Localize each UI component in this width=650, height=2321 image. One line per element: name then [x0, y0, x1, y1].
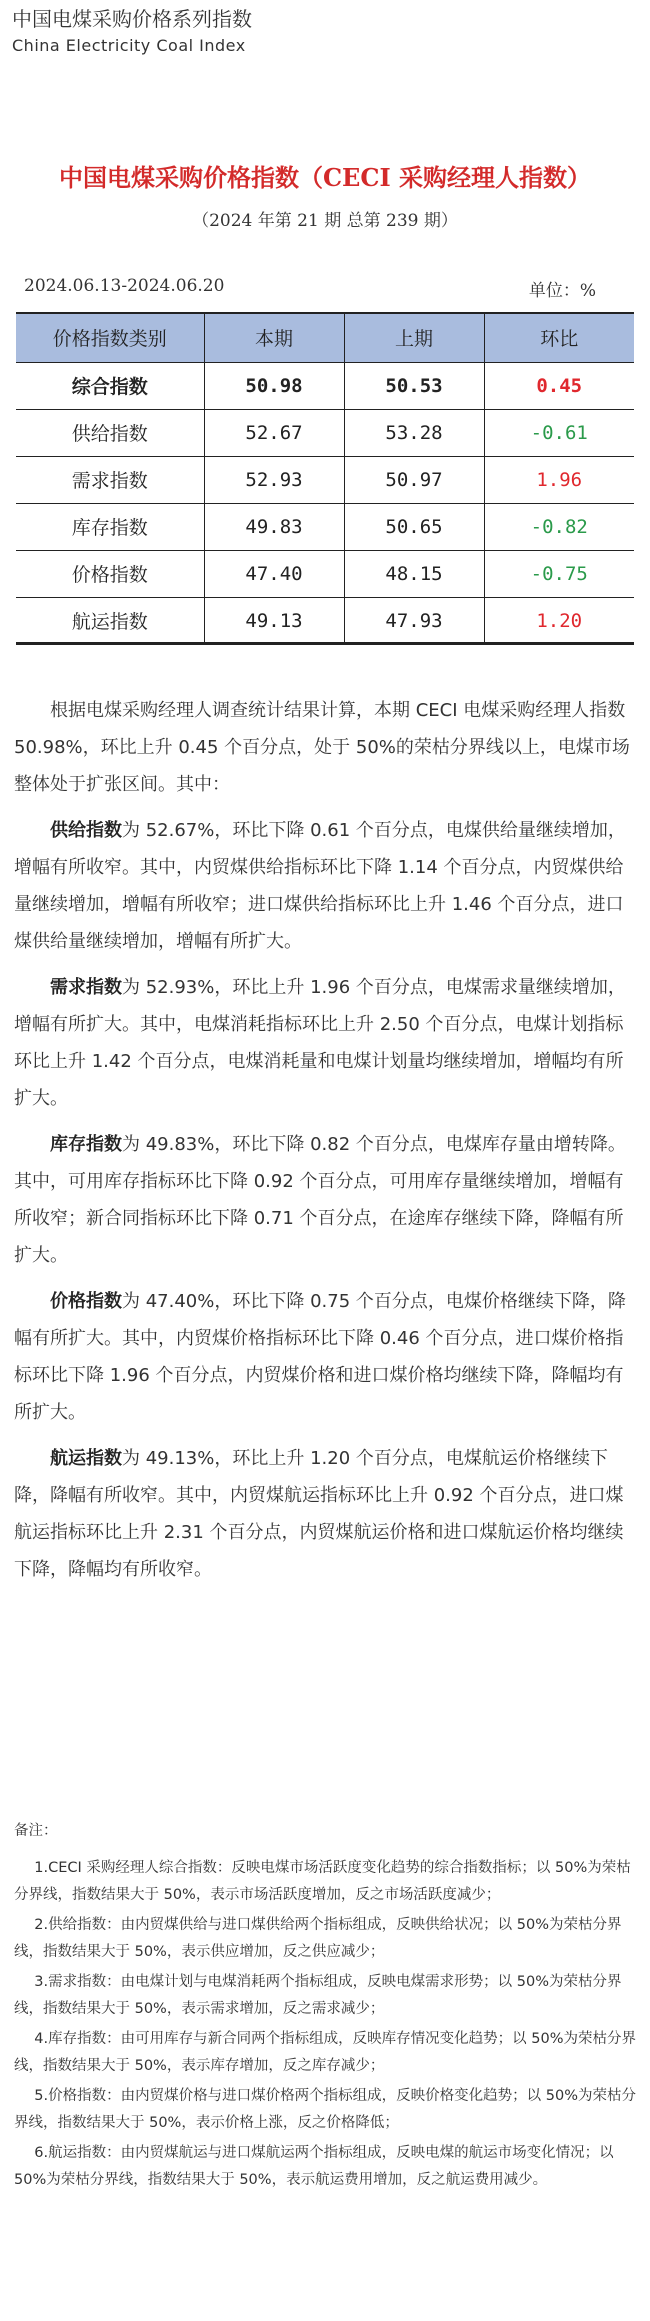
report-body — [14, 692, 636, 1597]
change-value-cell: 1.20 — [484, 597, 634, 644]
note-item: 2.供给指数：由内贸煤供给与进口煤供给两个指标组成，反映供给状况；以 50%为荣枯分界线，指数结果大于 50%，表示供应增加，反之供应减少； — [14, 1917, 622, 1960]
table-row — [16, 503, 634, 550]
category-cell: 航运指数 — [16, 597, 204, 644]
supply-paragraph — [14, 812, 636, 960]
table-row — [16, 597, 634, 644]
table-row — [16, 409, 634, 456]
date-range: 2024.06.13-2024.06.20 — [24, 276, 225, 296]
previous-value-cell: 47.93 — [344, 597, 484, 644]
change-value-cell: 1.96 — [484, 456, 634, 503]
change-value-cell: -0.75 — [484, 550, 634, 597]
category-cell: 综合指数 — [16, 362, 204, 409]
previous-value-cell: 50.65 — [344, 503, 484, 550]
stock-label: 库存指数 — [50, 1134, 122, 1155]
supply-text: 为 52.67%，环比下降 0.61 个百分点，电煤供给量继续增加，增幅有所收窄。其中，内贸煤供给指标环比下降 1.14 个百分点，内贸煤供给量继续增加，增幅有所收窄；进口煤供给指标环比上升 1.46 个百分点，进口煤供给量继续增加，增幅有所扩大。 — [14, 820, 626, 952]
header-change: 环比 — [484, 314, 634, 362]
demand-text: 为 52.93%，环比上升 1.96 个百分点，电煤需求量继续增加，增幅有所扩大。其中，电煤消耗指标环比上升 2.50 个百分点，电煤计划指标环比上升 1.42 个百分点，电煤消耗量和电煤计划量均继续增加，增幅均有所扩大。 — [14, 977, 626, 1109]
note-item: 4.库存指数：由可用库存与新合同两个指标组成，反映库存情况变化趋势；以 50%为荣枯分界线，指数结果大于 50%，表示库存增加，反之库存减少； — [14, 2031, 636, 2074]
category-cell: 价格指数 — [16, 550, 204, 597]
previous-value-cell: 50.97 — [344, 456, 484, 503]
current-value-cell: 50.98 — [204, 362, 344, 409]
table-bottom-rule — [16, 642, 634, 644]
current-value-cell: 49.13 — [204, 597, 344, 644]
current-value-cell: 47.40 — [204, 550, 344, 597]
category-cell: 需求指数 — [16, 456, 204, 503]
note-item: 3.需求指数：由电煤计划与电煤消耗两个指标组成，反映电煤需求形势；以 50%为荣枯分界线，指数结果大于 50%，表示需求增加，反之需求减少； — [14, 1974, 622, 2017]
header-current: 本期 — [204, 314, 344, 362]
demand-paragraph — [14, 969, 636, 1117]
note-item: 5.价格指数：由内贸煤价格与进口煤价格两个指标组成，反映价格变化趋势；以 50%为荣枯分界线，指数结果大于 50%，表示价格上涨，反之价格降低； — [14, 2088, 636, 2131]
price-text: 为 47.40%，环比下降 0.75 个百分点，电煤价格继续下降，降幅有所扩大。其中，内贸煤价格指标环比下降 0.46 个百分点，进口煤价格指标环比下降 1.96 个百分点，内贸煤价格和进口煤价格均继续下降，降幅均有所扩大。 — [14, 1291, 626, 1423]
page-header — [12, 4, 252, 58]
supply-label: 供给指数 — [50, 820, 122, 841]
report-title: 中国电煤采购价格指数（CECI 采购经理人指数） — [58, 163, 592, 192]
previous-value-cell: 48.15 — [344, 550, 484, 597]
ship-text: 为 49.13%，环比上升 1.20 个百分点，电煤航运价格继续下降，降幅有所收窄。其中，内贸煤航运指标环比上升 0.92 个百分点，进口煤航运指标环比上升 2.31 个百分点，内贸煤航运价格和进口煤航运价格均继续下降，降幅均有所收窄。 — [14, 1448, 624, 1580]
header-title-cn: 中国电煤采购价格系列指数 — [12, 7, 252, 31]
demand-label: 需求指数 — [50, 977, 122, 998]
current-value-cell: 52.93 — [204, 456, 344, 503]
price-label: 价格指数 — [50, 1291, 122, 1312]
change-value-cell: -0.82 — [484, 503, 634, 550]
ship-label: 航运指数 — [50, 1448, 122, 1469]
table-row — [16, 550, 634, 597]
header-previous: 上期 — [344, 314, 484, 362]
stock-text: 为 49.83%，环比下降 0.82 个百分点，电煤库存量由增转降。其中，可用库存指标环比下降 0.92 个百分点，可用库存量继续增加，增幅有所收窄；新合同指标环比下降 0.71 个百分点，在途库存继续下降，降幅有所扩大。 — [14, 1134, 626, 1266]
stock-paragraph — [14, 1126, 636, 1274]
note-item: 6.航运指数：由内贸煤航运与进口煤航运两个指标组成，反映电煤的航运市场变化情况；以 50%为荣枯分界线，指数结果大于 50%，表示航运费用增加，反之航运费用减少。 — [14, 2145, 614, 2188]
previous-value-cell: 53.28 — [344, 409, 484, 456]
current-value-cell: 49.83 — [204, 503, 344, 550]
index-table — [16, 314, 634, 645]
table-header-row — [16, 314, 634, 362]
category-cell: 供给指数 — [16, 409, 204, 456]
notes-section — [14, 1818, 636, 2197]
header-category: 价格指数类别 — [16, 314, 204, 362]
current-value-cell: 52.67 — [204, 409, 344, 456]
report-issue: （2024 年第 21 期 总第 239 期） — [192, 211, 458, 231]
notes-heading: 备注： — [14, 1823, 58, 1839]
previous-value-cell: 50.53 — [344, 362, 484, 409]
change-value-cell: -0.61 — [484, 409, 634, 456]
table-row — [16, 362, 634, 409]
note-item: 1.CECI 采购经理人综合指数：反映电煤市场活跃度变化趋势的综合指数指标；以 50%为荣枯分界线，指数结果大于 50%，表示市场活跃度增加，反之市场活跃度减少； — [14, 1860, 631, 1903]
unit-label: 单位：% — [528, 281, 596, 301]
category-cell: 库存指数 — [16, 503, 204, 550]
intro-paragraph: 根据电煤采购经理人调查统计结果计算，本期 CECI 电煤采购经理人指数 50.98%，环比上升 0.45 个百分点，处于 50%的荣枯分界线以上，电煤市场整体处于扩张区间。其中： — [14, 700, 630, 795]
table-row — [16, 456, 634, 503]
header-title-en: China Electricity Coal Index — [12, 36, 246, 55]
change-value-cell: 0.45 — [484, 362, 634, 409]
ship-paragraph — [14, 1440, 636, 1588]
price-paragraph — [14, 1283, 636, 1431]
